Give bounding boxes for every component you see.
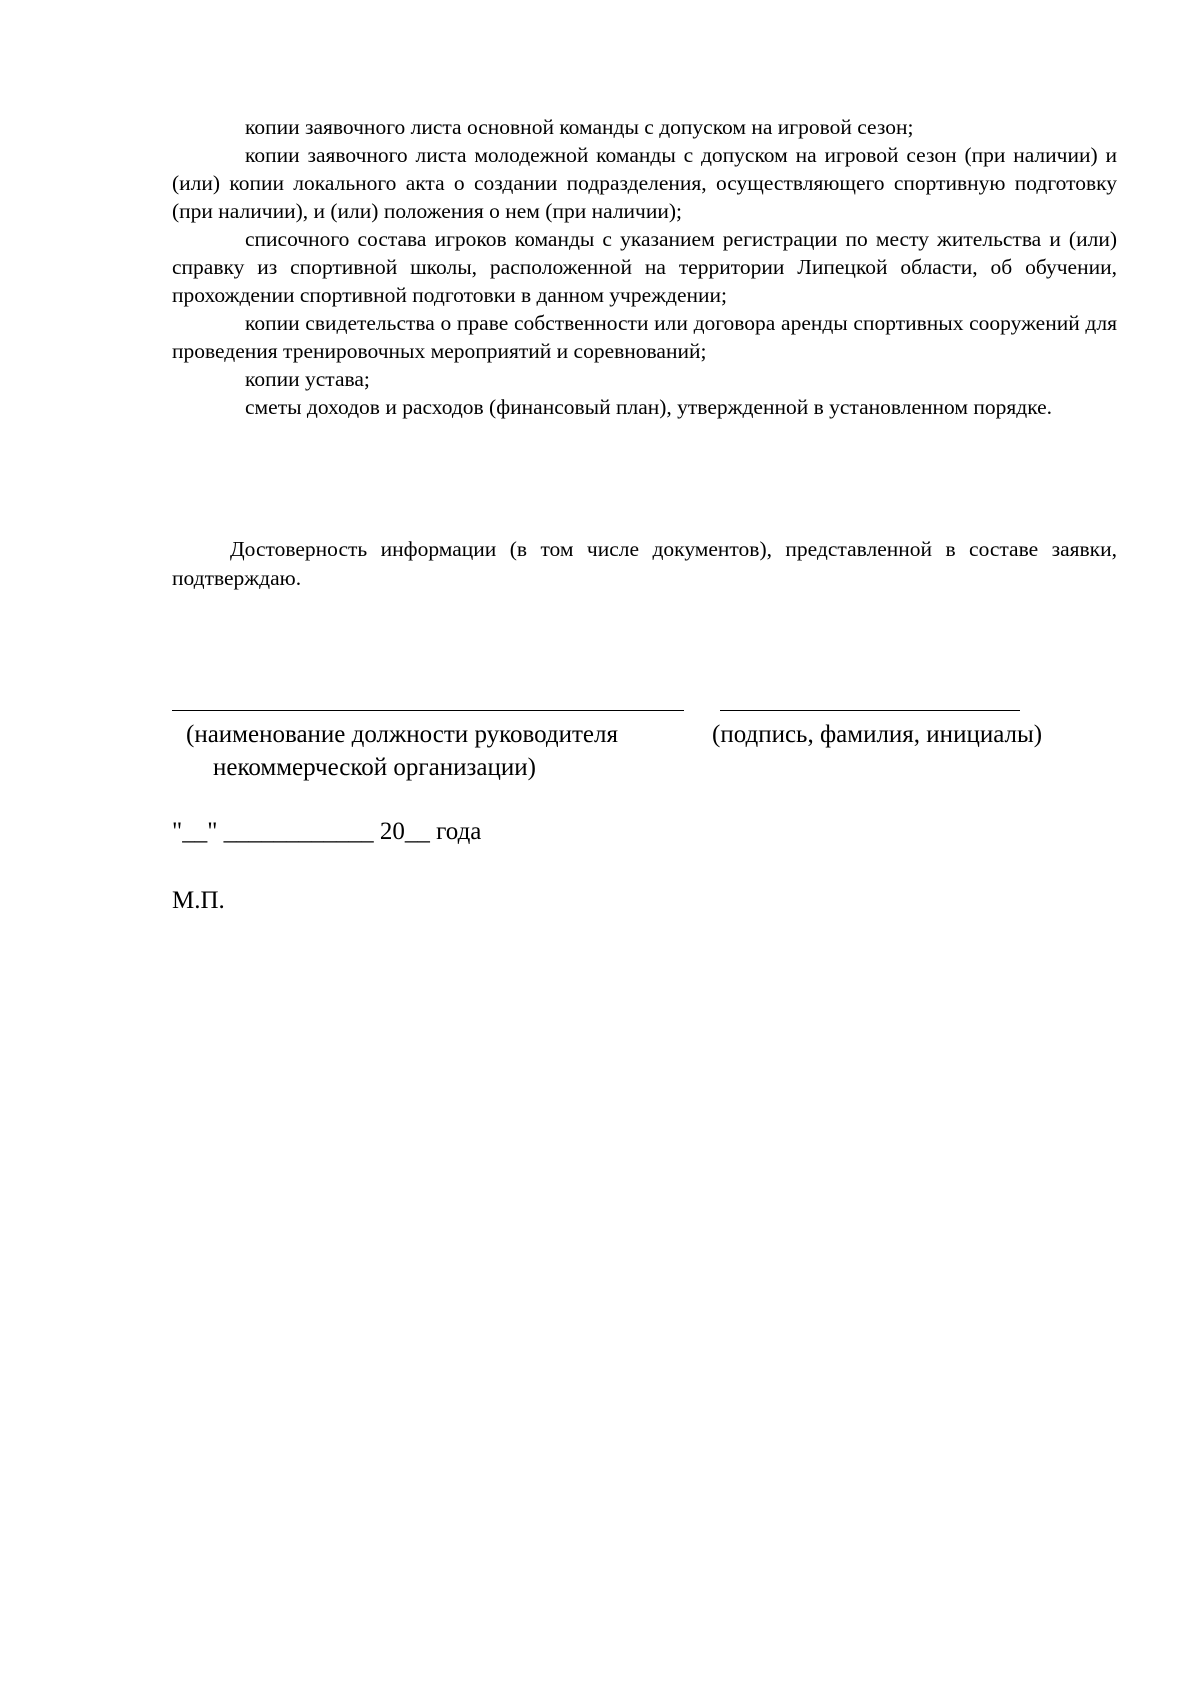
position-signature-line xyxy=(172,710,684,711)
signature-caption: (подпись, фамилия, инициалы) xyxy=(712,721,1043,748)
position-caption-line1: (наименование должности руководителя xyxy=(186,721,618,748)
list-item: копии свидетельства о праве собственности или договора аренды спортивных сооружений для проведения тренировочных мероприятий и соревнований; xyxy=(172,311,1117,363)
list-item: сметы доходов и расходов (финансовый план), утвержденной в установленном порядке. xyxy=(245,395,1053,419)
list-item: списочного состава игроков команды с указанием регистрации по месту жительства и (или) справку из спортивной школы, расположенной на территории Липецкой области, об обучении, прохождении спортивной подготовки в данном учреждении; xyxy=(172,227,1117,307)
list-item: копии устава; xyxy=(245,367,370,391)
position-caption-line2: некоммерческой организации) xyxy=(213,754,536,781)
required-documents-list xyxy=(172,113,1117,421)
list-item: копии заявочного листа основной команды с допуском на игровой сезон; xyxy=(245,115,914,139)
position-caption xyxy=(186,718,706,784)
list-item: копии заявочного листа молодежной команды с допуском на игровой сезон (при наличии) и (или) копии локального акта о создании подразделения, осуществляющего спортивную подготовку (при наличии), и (или) положения о нем (при наличии); xyxy=(172,143,1117,223)
date-line: "__" ____________ 20__ года xyxy=(172,818,482,845)
signature-line xyxy=(720,710,1020,711)
stamp-label: М.П. xyxy=(172,887,225,914)
confirmation-paragraph: Достоверность информации (в том числе документов), представленной в составе заявки, подтверждаю. xyxy=(172,537,1117,590)
